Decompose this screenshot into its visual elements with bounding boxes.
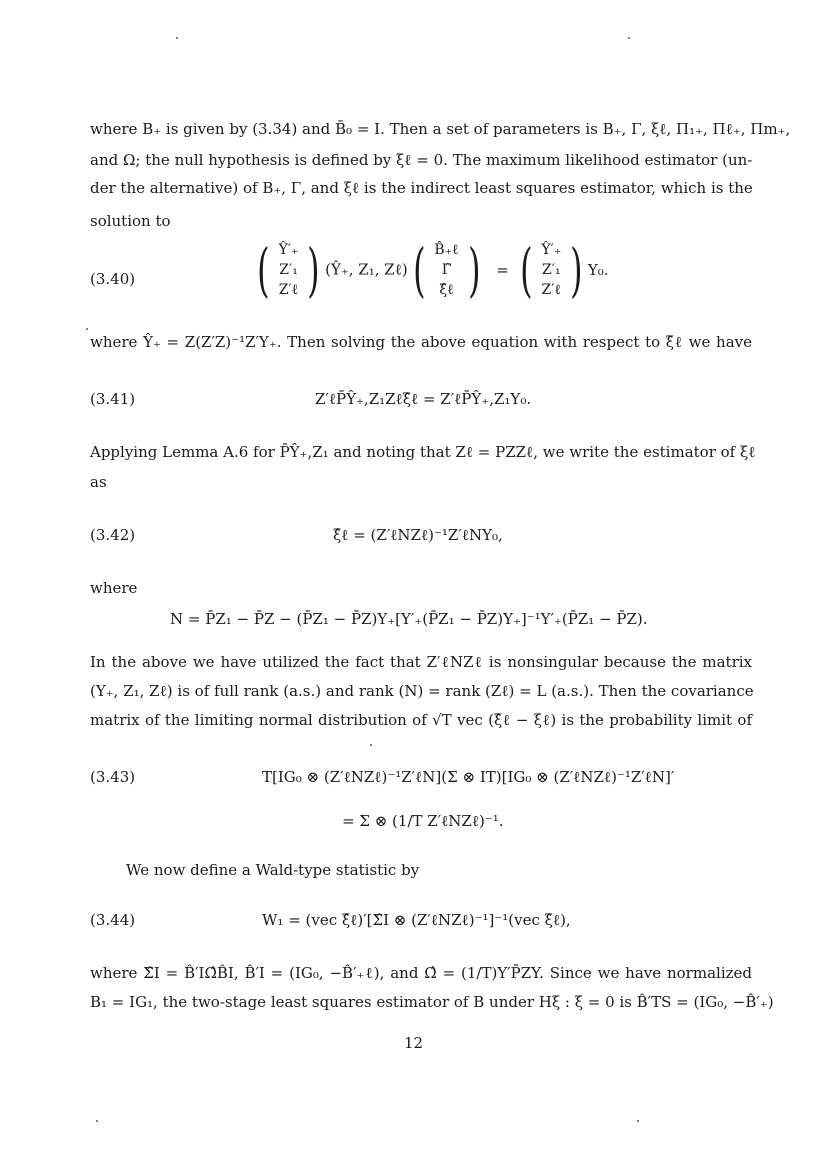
eq-tail: Y₀. bbox=[587, 261, 609, 279]
matrix-rhs bbox=[537, 240, 565, 300]
body-line: and Ω; the null hypothesis is defined by ξℓ = 0. The maximum likelihood estimator (un- bbox=[90, 151, 753, 169]
equation-3-42: ξ̂ℓ = (Z′ℓNZℓ)⁻¹Z′ℓNY₀, bbox=[333, 526, 503, 544]
equation-number: (3.40) bbox=[90, 270, 136, 288]
body-line: Applying Lemma A.6 for P̄Ŷ₊,Z₁ and noting that Zℓ = PZZℓ, we write the estimator of ξℓ bbox=[90, 443, 756, 461]
left-paren: ( bbox=[519, 236, 533, 304]
equation-3-44: W₁ = (vec ξ̂ℓ)′[Σ̂I ⊗ (Z′ℓNZℓ)⁻¹]⁻¹(vec ξ̂ℓ), bbox=[262, 911, 571, 929]
scan-speck bbox=[370, 744, 372, 746]
body-line: where bbox=[90, 579, 138, 597]
matrix-entry: Γ̂ bbox=[441, 262, 452, 278]
matrix-entry: B̂₊ℓ bbox=[434, 242, 459, 258]
equation-3-41: Z′ℓP̄Ŷ₊,Z₁Zℓξ̂ℓ = Z′ℓP̄Ŷ₊,Z₁Y₀. bbox=[315, 390, 532, 408]
matrix-entry: Z′₁ bbox=[542, 262, 561, 278]
body-line: matrix of the limiting normal distribution of √T vec (ξ̂ℓ − ξℓ) is the probability limit of bbox=[90, 711, 752, 729]
right-paren: ) bbox=[570, 236, 583, 304]
equation-number: (3.41) bbox=[90, 390, 136, 408]
equation-number: (3.44) bbox=[90, 911, 136, 929]
eq-equals: = bbox=[496, 261, 509, 279]
scan-speck bbox=[628, 37, 630, 39]
page-number: 12 bbox=[403, 1034, 424, 1052]
left-paren: ( bbox=[412, 236, 426, 304]
scan-speck bbox=[96, 1120, 98, 1122]
matrix-entry: Z′ℓ bbox=[278, 282, 299, 298]
right-paren: ) bbox=[467, 236, 481, 304]
eq-middle: (Ŷ₊, Z₁, Zℓ) bbox=[325, 260, 408, 279]
matrix-left bbox=[275, 240, 303, 300]
body-line: where B₊ is given by (3.34) and B̄₀ = I. Then a set of parameters is B₊, Γ, ξℓ, Π₁₊, Πℓ₊, Πm₊, bbox=[90, 120, 791, 138]
body-line: where Σ̂I = B̂′IΩ̂B̂I, B̂′I = (IG₀, −B̂′₊ℓ), and Ω̂ = (1/T)Y′P̄ZY. Since we have normalized bbox=[90, 964, 752, 982]
body-line: (Y₊, Z₁, Zℓ) is of full rank (a.s.) and rank (N) = rank (Zℓ) = L (a.s.). Then the covariance bbox=[90, 682, 754, 700]
equation-number: (3.42) bbox=[90, 526, 136, 544]
matrix-entry: Z′₁ bbox=[279, 262, 298, 278]
right-paren: ) bbox=[307, 236, 320, 304]
matrix-entry: Ŷ′₊ bbox=[541, 242, 562, 258]
matrix-params bbox=[430, 240, 462, 300]
body-line: We now define a Wald-type statistic by bbox=[126, 861, 420, 879]
left-paren: ( bbox=[257, 236, 270, 304]
body-line: In the above we have utilized the fact that Z′ℓNZℓ is nonsingular because the matrix bbox=[90, 653, 752, 671]
equation-3-40 bbox=[252, 236, 609, 304]
equation-N: N = P̄Z₁ − P̄Z − (P̄Z₁ − P̄Z)Y₊[Y′₊(P̄Z₁ − P̄Z)Y₊]⁻¹Y′₊(P̄Z₁ − P̄Z). bbox=[170, 610, 648, 628]
equation-number: (3.43) bbox=[90, 768, 136, 786]
body-line: solution to bbox=[90, 212, 171, 230]
body-line: der the alternative) of B₊, Γ, and ξℓ is the indirect least squares estimator, which is the bbox=[90, 179, 753, 197]
scan-speck bbox=[176, 37, 178, 39]
body-line: where Ŷ₊ = Z(Z′Z)⁻¹Z′Y₊. Then solving the above equation with respect to ξ̂ℓ we have bbox=[90, 333, 752, 351]
matrix-entry: ξ̂ℓ bbox=[439, 282, 454, 298]
scan-speck bbox=[637, 1120, 639, 1122]
matrix-entry: Ŷ′₊ bbox=[278, 242, 299, 258]
equation-3-43-line-2: = Σ ⊗ (1/T Z′ℓNZℓ)⁻¹. bbox=[342, 812, 504, 830]
body-line: as bbox=[90, 473, 107, 491]
body-line: B₁ = IG₁, the two-stage least squares estimator of B under Hξ : ξ = 0 is B̂′TS = (IG₀, −B̂′₊) bbox=[90, 993, 774, 1011]
equation-3-43-line-1: T[IG₀ ⊗ (Z′ℓNZℓ)⁻¹Z′ℓN](Σ ⊗ IT)[IG₀ ⊗ (Z′ℓNZℓ)⁻¹Z′ℓN]′ bbox=[262, 768, 675, 786]
matrix-entry: Z′ℓ bbox=[541, 282, 562, 298]
scan-speck bbox=[86, 328, 88, 330]
